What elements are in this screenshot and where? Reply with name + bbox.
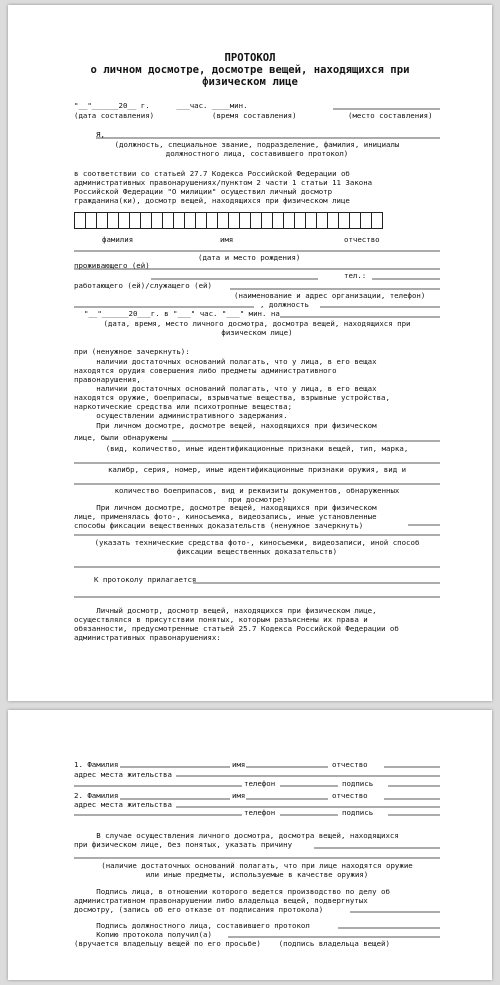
witness-2-name-label: имя [232,791,246,800]
witness-2-signature-label: подпись [342,808,374,817]
photo-text: При личном досмотре, досмотре вещей, находящихся при физическом [74,503,377,512]
phone-label: тел.: [344,271,367,280]
birth-caption: (дата и место рождения) [198,253,301,262]
protocol-page-2 [8,710,492,980]
grounds-text-9: При личном досмотре, досмотре вещей, находящихся при физическом [74,421,377,430]
person-signature-text-2: административном правонарушении либо владельца вещей, подвергнутых [74,896,368,905]
photo-text-2: лице, применялась фото-, киносъемка, видеозапись, иные установленные [74,512,377,521]
attached-label: К протоколу прилагается [94,575,197,584]
name-letter-grid[interactable] [74,212,382,229]
official-caption-2: должностного лица, составившего протокол) [165,149,349,158]
witness-2-patronymic-label: отчество [332,791,368,800]
position-label: , должность [260,300,309,309]
found-caption: (вид, количество, иные идентификационные признаки вещей, тип, марка, [105,444,409,453]
found-caption-2: калибр, серия, номер, иные идентификационные признаки оружия, вид и [107,465,407,474]
doc-title-line-2: о личном досмотре, досмотре вещей, находящихся при [90,64,410,76]
official-signature-label: Подпись должностного лица, составившего протокол [74,921,310,930]
datetime-caption-2: физическом лице) [221,328,293,337]
witness-1-signature-label: подпись [342,779,374,788]
person-signature-text: Подпись лица, в отношении которого ведется производство по делу об [74,887,390,896]
place-caption: (место составления) [348,111,433,120]
doc-title: ПРОТОКОЛ [224,52,276,64]
i-label: Я, [96,130,105,139]
protocol-page-1 [8,5,492,701]
witness-1-phone-label: телефон [244,779,276,788]
working-label: работающего (ей)/служащего (ей) [74,281,212,290]
datetime-caption: (дата, время, место личного досмотра, досмотра вещей, находящихся при [103,319,411,328]
witness-2-phone-label: телефон [244,808,276,817]
copy-received-label: Копию протокола получил(а) [74,930,212,939]
found-caption-4: при досмотре) [228,495,286,504]
person-signature-text-3: досмотру, (запись об его отказе от подписания протокола) [74,905,324,914]
witness-1-patronymic-label: отчество [332,760,368,769]
handover-caption: (вручается владельцу вещей по его просьбе) (подпись владельца вещей) [74,939,390,948]
grounds-text-8: осуществлении административного задержания. [74,411,288,420]
grounds-text-4: правонарушения, [74,375,141,384]
inspection-datetime-line: "__"______20___г. в "___" час. "___" мин. на [84,309,280,318]
no-witness-text-2: при физическом лице, без понятых, указать причину [74,840,293,849]
date-caption: (дата составления) [74,111,155,120]
witness-1-address-label: адрес места жительства [74,770,172,779]
grounds-text-2: наличии достаточных оснований полагать, что у лица, в его вещах [74,357,377,366]
found-caption-3: количество боеприпасов, вид и реквизиты документов, обнаруженных [114,486,400,495]
grounds-text: при (ненужное зачеркнуть): [74,347,190,356]
photo-caption-2: фиксации вещественных доказательств) [176,547,338,556]
firstname-label: имя [220,235,234,244]
witnesses-text-3: обязанности, предусмотренные статьей 25.7 Кодекса Российской Федерации об [74,624,399,633]
intro-text-4: гражданина(ки), досмотр вещей, находящихся при физическом лице [74,196,350,205]
intro-text: в соответствии со статьей 27.7 Кодекса Российской Федерации об [74,169,350,178]
witnesses-text-4: административных правонарушениях: [74,633,221,642]
witness-2-address-label: адрес места жительства [74,800,172,809]
doc-title-line-3: физическом лице [202,76,298,88]
official-caption: (должность, специальное звание, подразделение, фамилия, инициалы [114,140,400,149]
intro-text-3: Российской Федерации "О милиции" осуществил личный досмотр [74,187,333,196]
surname-label: фамилия [102,235,134,244]
photo-text-3: способы фиксации вещественных доказательств (ненужное зачеркнуть) [74,521,364,530]
time-caption: (время составления) [212,111,297,120]
patronymic-label: отчество [344,235,380,244]
grounds-text-6: находятся оружие, боеприпасы, взрывчатые вещества, взрывные устройства, [74,393,390,402]
witnesses-text-2: осуществлялся в присутствии понятых, которым разъяснены их права и [74,615,368,624]
witness-2-surname-label: 2. Фамилия [74,791,119,800]
no-witness-text: В случае осуществления личного досмотра, досмотра вещей, находящихся [74,831,399,840]
grounds-text-7: наркотические средства или психотропные вещества; [74,402,293,411]
witness-1-name-label: имя [232,760,246,769]
date-time-line: "__"______20__ г. ___час. ____мин. [74,101,248,110]
no-witness-caption-2: или иные предметы, используемые в качестве оружия) [145,870,369,879]
org-caption: (наименование и адрес организации, телефон) [234,291,426,300]
no-witness-caption: (наличие достаточных оснований полагать, что при лице находятся оружие [101,861,413,870]
residing-label: проживающего (ей) [74,261,150,270]
grounds-text-3: находятся орудия совершения либо предметы административного [74,366,337,375]
witnesses-text: Личный досмотр, досмотр вещей, находящихся при физическом лице, [74,606,377,615]
photo-caption: (указать технические средства фото-, киносъемки, видеозаписи, иной способ [94,538,420,547]
intro-text-2: административных правонарушениях/пунктом 2 части 1 статьи 11 Закона [74,178,373,187]
grounds-text-10: лице, были обнаружены [74,433,168,442]
witness-1-surname-label: 1. Фамилия [74,760,119,769]
grounds-text-5: наличии достаточных оснований полагать, что у лица, в его вещах [74,384,377,393]
